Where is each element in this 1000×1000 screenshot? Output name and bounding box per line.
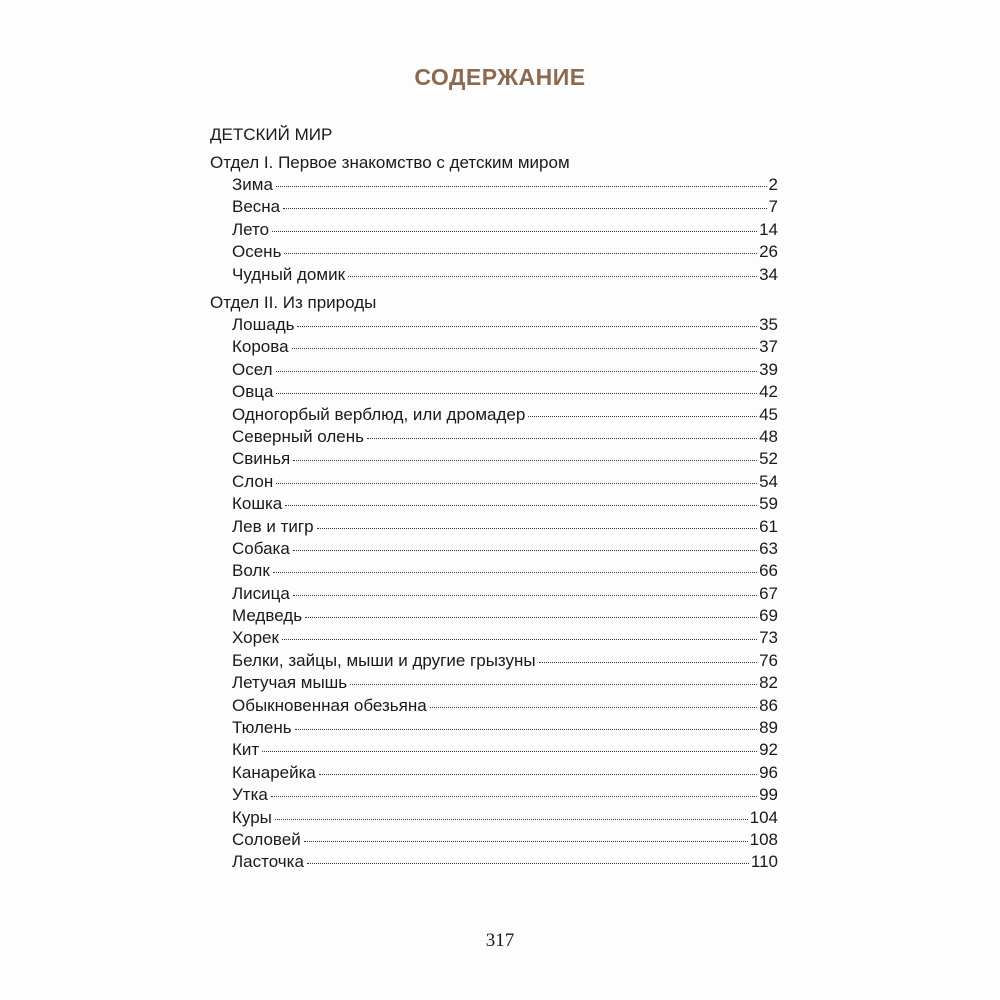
dot-leader	[350, 684, 757, 685]
department-heading: Отдел II. Из природы	[210, 293, 377, 312]
toc-entry-title: Соловей	[232, 829, 301, 849]
toc-entry-title: Собака	[232, 538, 290, 558]
toc-entry-title: Корова	[232, 337, 289, 357]
dot-leader	[283, 208, 766, 209]
dot-leader	[276, 186, 767, 187]
dot-leader	[430, 707, 757, 708]
toc-entry-title: Лошадь	[232, 315, 295, 334]
toc-entry	[210, 516, 778, 538]
dot-leader	[293, 595, 757, 596]
toc-entry-title: Северный олень	[232, 426, 365, 446]
toc-entry	[210, 219, 778, 241]
toc-entry-title: Слон	[232, 471, 274, 491]
toc-entry-title: Белки, зайцы, мыши и другие грызуны	[232, 650, 536, 670]
toc-entry	[210, 471, 778, 493]
toc-entry-title: Кит	[232, 740, 260, 760]
dot-leader	[285, 505, 757, 506]
dot-leader	[307, 863, 749, 864]
toc-entry-title: Куры	[232, 807, 272, 827]
toc-entry	[210, 359, 778, 381]
toc-entry	[210, 381, 778, 403]
department-heading: Отдел I. Первое знакомство с детским миром	[210, 153, 570, 172]
toc-entry	[210, 672, 778, 694]
toc-entry-title: Медведь	[232, 606, 303, 626]
dot-leader	[276, 483, 757, 484]
toc-entry-title: Зима	[232, 175, 273, 194]
toc-entry-page: 92	[759, 740, 778, 760]
toc-entry-page: 73	[759, 628, 778, 648]
toc-department-2	[210, 292, 778, 874]
toc-entry-page: 35	[759, 315, 778, 334]
toc-entry-title: Овца	[232, 382, 274, 402]
dot-leader	[271, 796, 757, 797]
dot-leader	[276, 371, 758, 372]
toc-entry-title: Канарейка	[232, 762, 316, 782]
toc-entry	[210, 605, 778, 627]
toc-entry	[210, 717, 778, 739]
toc-entry-title: Осел	[232, 359, 273, 379]
page-title: СОДЕРЖАНИЕ	[414, 64, 586, 90]
toc-entry-list	[210, 314, 778, 874]
toc-entry-title: Лисица	[232, 583, 290, 603]
dot-leader	[304, 841, 748, 842]
toc-entry-title: Чудный домик	[232, 264, 346, 284]
toc-entry-page: 82	[759, 673, 778, 693]
toc-entry	[210, 650, 778, 672]
toc-entry-title: Ласточка	[232, 852, 304, 872]
toc-entry-page: 110	[750, 852, 778, 872]
toc-entry	[210, 807, 778, 829]
toc-entry-page: 26	[759, 242, 778, 262]
toc-entry-page: 76	[759, 650, 778, 670]
toc-entry-page: 34	[759, 264, 778, 284]
toc-entry-page: 67	[759, 583, 778, 603]
toc-entry-page: 104	[749, 807, 778, 827]
toc-entry-title: Тюлень	[232, 718, 292, 738]
toc-entry-page: 96	[759, 762, 778, 782]
toc-entry	[210, 784, 778, 806]
toc-entry-page: 45	[759, 404, 778, 424]
toc-entry-page: 7	[768, 197, 778, 217]
toc-entry-page: 59	[759, 494, 778, 514]
toc-entry	[210, 448, 778, 470]
toc-entry	[210, 627, 778, 649]
toc-entry-title: Одногорбый верблюд, или дромадер	[232, 404, 526, 424]
toc-entry-page: 37	[759, 337, 778, 357]
toc-entry-page: 48	[759, 426, 778, 446]
page-number: 317	[485, 930, 515, 951]
toc-entry-page: 52	[759, 449, 778, 469]
toc-entry-page: 108	[749, 829, 778, 849]
dot-leader	[272, 231, 757, 232]
toc-entry-page: 86	[759, 695, 778, 715]
toc-entry-title: Кошка	[232, 494, 283, 514]
toc-entry-title: Летучая мышь	[232, 673, 348, 693]
toc-entry	[210, 851, 778, 873]
toc-entry-page: 89	[759, 718, 778, 738]
dot-leader	[293, 460, 757, 461]
toc-entry-page: 2	[768, 175, 778, 194]
main-section-heading: ДЕТСКИЙ МИР	[210, 125, 333, 144]
toc-entry	[210, 196, 778, 218]
dot-leader	[305, 617, 757, 618]
toc-entry-list	[210, 174, 778, 286]
dot-leader	[273, 572, 757, 573]
toc-entry-page: 66	[759, 561, 778, 581]
dot-leader	[295, 729, 757, 730]
toc-entry-page: 69	[759, 606, 778, 626]
toc-entry	[210, 493, 778, 515]
toc-entry	[210, 426, 778, 448]
toc-entry-title: Волк	[232, 561, 270, 581]
toc-entry-page: 61	[759, 516, 778, 536]
toc-entry	[210, 739, 778, 761]
dot-leader	[292, 348, 758, 349]
dot-leader	[348, 276, 757, 277]
toc-entry	[210, 264, 778, 286]
toc-entry-title: Свинья	[232, 449, 291, 469]
dot-leader	[275, 819, 748, 820]
dot-leader	[293, 550, 757, 551]
toc-entry-title: Весна	[232, 197, 281, 217]
dot-leader	[284, 253, 757, 254]
toc-entry-page: 99	[759, 785, 778, 805]
toc-entry-page: 63	[759, 538, 778, 558]
dot-leader	[262, 751, 757, 752]
toc-entry-page: 42	[759, 382, 778, 402]
dot-leader	[297, 326, 757, 327]
toc-entry-title: Лето	[232, 219, 270, 239]
toc-entry-page: 39	[759, 359, 778, 379]
toc-entry	[210, 560, 778, 582]
toc-entry-title: Утка	[232, 785, 268, 805]
dot-leader	[317, 528, 758, 529]
toc-entry	[210, 404, 778, 426]
toc-entry-page: 54	[759, 471, 778, 491]
dot-leader	[282, 639, 757, 640]
toc-entry	[210, 174, 778, 196]
toc-entry	[210, 336, 778, 358]
toc-entry-title: Осень	[232, 242, 282, 262]
toc-entry	[210, 695, 778, 717]
dot-leader	[539, 662, 757, 663]
toc-entry-title: Хорек	[232, 628, 279, 648]
toc-entry	[210, 829, 778, 851]
toc-department-1	[210, 152, 778, 286]
toc-entry-title: Лев и тигр	[232, 516, 314, 536]
dot-leader	[528, 416, 757, 417]
dot-leader	[367, 438, 757, 439]
dot-leader	[276, 393, 757, 394]
toc-entry-page: 14	[759, 219, 778, 239]
toc-entry	[210, 241, 778, 263]
toc-entry-title: Обыкновенная обезьяна	[232, 695, 427, 715]
toc-entry	[210, 583, 778, 605]
toc-entry	[210, 538, 778, 560]
toc-entry	[210, 314, 778, 336]
dot-leader	[319, 774, 757, 775]
toc-entry	[210, 762, 778, 784]
